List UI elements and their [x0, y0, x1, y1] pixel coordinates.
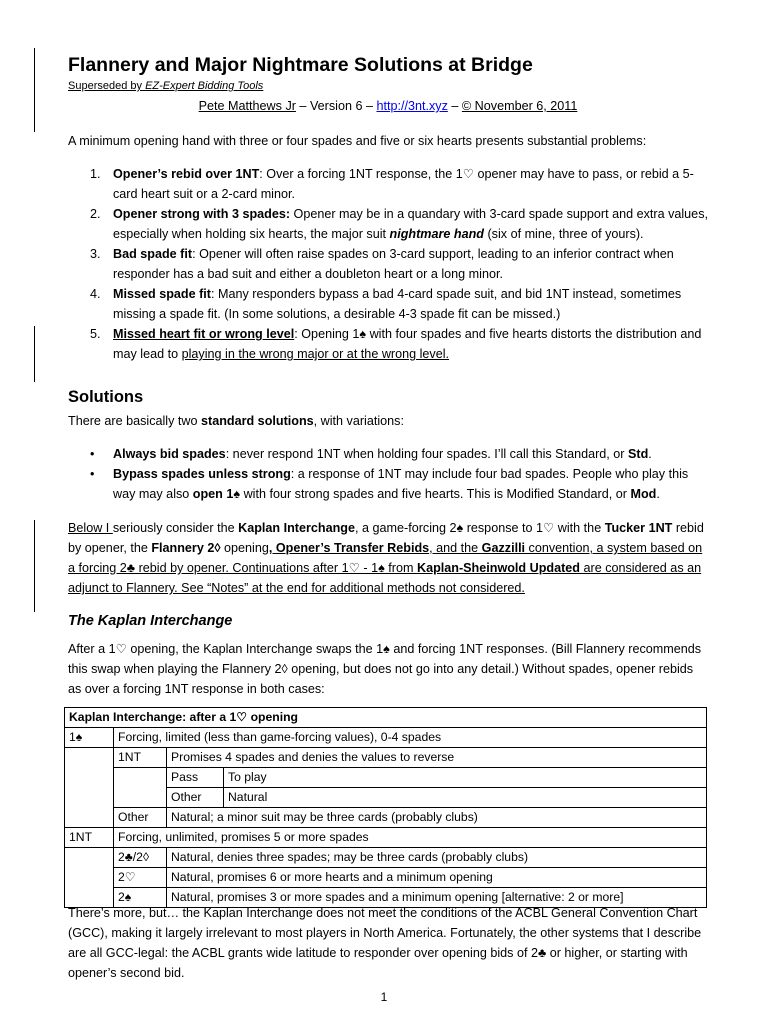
list-item: [68, 324, 708, 364]
item-heading: Bad spade fit: [113, 247, 193, 261]
table-row: [65, 868, 707, 888]
table-cell: 2♡: [114, 868, 167, 888]
table-cell: [65, 748, 114, 828]
table-cell: Natural; a minor suit may be three cards (probably clubs): [167, 808, 707, 828]
list-item: [68, 244, 708, 284]
list-number: 5.: [90, 327, 101, 341]
table-cell: 2♠: [114, 888, 167, 908]
document-title: Flannery and Major Nightmare Solutions at Bridge: [68, 54, 533, 76]
item-text: : Many responders bypass a bad 4-card spade suit, and bid 1NT instead, sometimes missing a spade fit. (In some solutions, a desirable 4-3 spade fit can be missed.): [113, 287, 682, 321]
list-item: [68, 164, 708, 204]
website-link[interactable]: http://3nt.xyz: [376, 99, 448, 113]
abbreviation: Std: [627, 447, 649, 461]
change-bar: [34, 48, 35, 132]
intro-paragraph: A minimum opening hand with three or four spades and five or six hearts presents substantial problems:: [68, 134, 647, 148]
author-name: Pete Matthews Jr: [198, 99, 296, 113]
item-text: : Opener will often raise spades on 3-card support, leading to an inferior contract when responder has a bad suit and either a doubleton heart or a long minor.: [113, 247, 674, 281]
list-item: • Always bid spades: never respond 1NT when holding four spades. I’ll call this Standard, or Std.: [68, 444, 708, 464]
bullet-icon: •: [90, 467, 95, 481]
separator: –: [362, 99, 377, 113]
item-heading: Missed heart fit or wrong level: [113, 327, 295, 341]
item-text: Opener may be in a quandary with 3-card spade support and extra values, especially when holding six hearts, the major suit: [113, 207, 708, 241]
author-line: [68, 99, 708, 113]
item-text: : Opening 1♠ with four spades and five hearts distorts the distribution and may lead to: [113, 327, 702, 361]
change-bar: [34, 520, 35, 612]
closing-paragraph: There’s more, but… the Kaplan Interchange does not meet the conditions of the ACBL General Convention Chart (GCC), making it largely irrelevant to most players in North America. Fortunately, the other systems that I describe are all GCC-legal: the ACBL grants wide latitude to responder over opening bids of 2♣ or higher, or starting with opener’s second bid.: [68, 906, 702, 980]
table-cell: 1NT: [65, 828, 114, 848]
change-bar: [34, 326, 35, 382]
table-cell: Forcing, limited (less than game-forcing values), 0-4 spades: [114, 728, 707, 748]
table-row: [65, 728, 707, 748]
item-heading: Bypass spades unless strong: [113, 467, 291, 481]
kaplan-paragraph: After a 1♡ opening, the Kaplan Interchange swaps the 1♠ and forcing 1NT responses. (Bill Flannery recommends this swap when playing the Flannery 2◊ opening, but does not go into any detail.) Without spades, opener rebids as over a forcing 1NT response in both cases:: [68, 642, 702, 696]
superseded-label: Superseded by: [68, 80, 146, 92]
table-cell: Natural, promises 3 or more spades and a minimum opening [alternative: 2 or more]: [167, 888, 707, 908]
table-cell: Natural: [224, 788, 707, 808]
separator: –: [447, 99, 462, 113]
list-item: [68, 284, 708, 324]
table-row: [65, 808, 707, 828]
emphasis-text: nightmare hand: [389, 227, 484, 241]
list-number: 3.: [90, 247, 101, 261]
table-row: [65, 768, 707, 788]
table-cell: 1♠: [65, 728, 114, 748]
table-cell: Other: [167, 788, 224, 808]
table-row: [65, 848, 707, 868]
table-cell: [65, 848, 114, 908]
table-cell: Other: [114, 808, 167, 828]
solutions-intro: There are basically two standard solutions, with variations:: [68, 414, 404, 428]
table-row: [65, 828, 707, 848]
item-heading: Opener’s rebid over 1NT: [113, 167, 260, 181]
version-label: Version 6: [309, 99, 363, 113]
item-heading: Missed spade fit: [113, 287, 211, 301]
superseded-tool-link[interactable]: EZ-Expert Bidding Tools: [145, 80, 264, 92]
table-cell: [114, 768, 167, 808]
table-row: [65, 708, 707, 728]
table-cell: Promises 4 spades and denies the values to reverse: [167, 748, 707, 768]
table-cell: To play: [224, 768, 707, 788]
solutions-list: [68, 444, 708, 504]
table-cell: 2♣/2◊: [114, 848, 167, 868]
list-item: [68, 204, 708, 244]
kaplan-interchange-table: [64, 707, 707, 908]
item-text: (six of mine, three of yours).: [483, 227, 644, 241]
table-cell: 1NT: [114, 748, 167, 768]
superseded-note[interactable]: [68, 80, 263, 92]
below-paragraph: Below I seriously consider the Kaplan Interchange, a game-forcing 2♠ response to 1♡ with the Tucker 1NT rebid by opener, the Flannery 2◊ opening, Opener’s Transfer Rebids, and the Gazzilli convention, a system based on a forcing 2♣ rebid by opener. Continuations after 1♡ - 1♠ from Kaplan-Sheinwold Updated are considered as an adjunct to Flannery. See “Notes” at the end for additional methods not considered.: [68, 521, 704, 595]
table-row: [65, 748, 707, 768]
list-number: 4.: [90, 287, 101, 301]
list-item: • Bypass spades unless strong: a response of 1NT may include four bad spades. People who play this way may also open 1♠ with four strong spades and five hearts. This is Modified Standard, or Mod.: [68, 464, 708, 504]
table-cell: Natural, denies three spades; may be three cards (probably clubs): [167, 848, 707, 868]
table-caption: Kaplan Interchange: after a 1♡ opening: [65, 708, 707, 728]
problems-list: [68, 164, 708, 364]
bullet-icon: •: [90, 447, 95, 461]
item-text: : Over a forcing 1NT response, the 1♡ opener may have to pass, or rebid a 5-card heart suit or a 2-card minor.: [113, 167, 694, 201]
copyright-date: © November 6, 2011: [461, 99, 578, 113]
abbreviation: Mod: [630, 487, 657, 501]
table-cell: Natural, promises 6 or more hearts and a minimum opening: [167, 868, 707, 888]
item-heading: Always bid spades: [113, 447, 226, 461]
page-number: 1: [380, 990, 388, 1004]
item-heading: Opener strong with 3 spades:: [113, 207, 291, 221]
table-cell: Forcing, unlimited, promises 5 or more spades: [114, 828, 707, 848]
separator: –: [295, 99, 310, 113]
list-number: 2.: [90, 207, 101, 221]
solutions-heading: Solutions: [68, 388, 144, 406]
underlined-text: playing in the wrong major or at the wrong level.: [181, 347, 450, 361]
table-cell: Pass: [167, 768, 224, 788]
list-number: 1.: [90, 167, 101, 181]
kaplan-heading: The Kaplan Interchange: [68, 613, 233, 629]
